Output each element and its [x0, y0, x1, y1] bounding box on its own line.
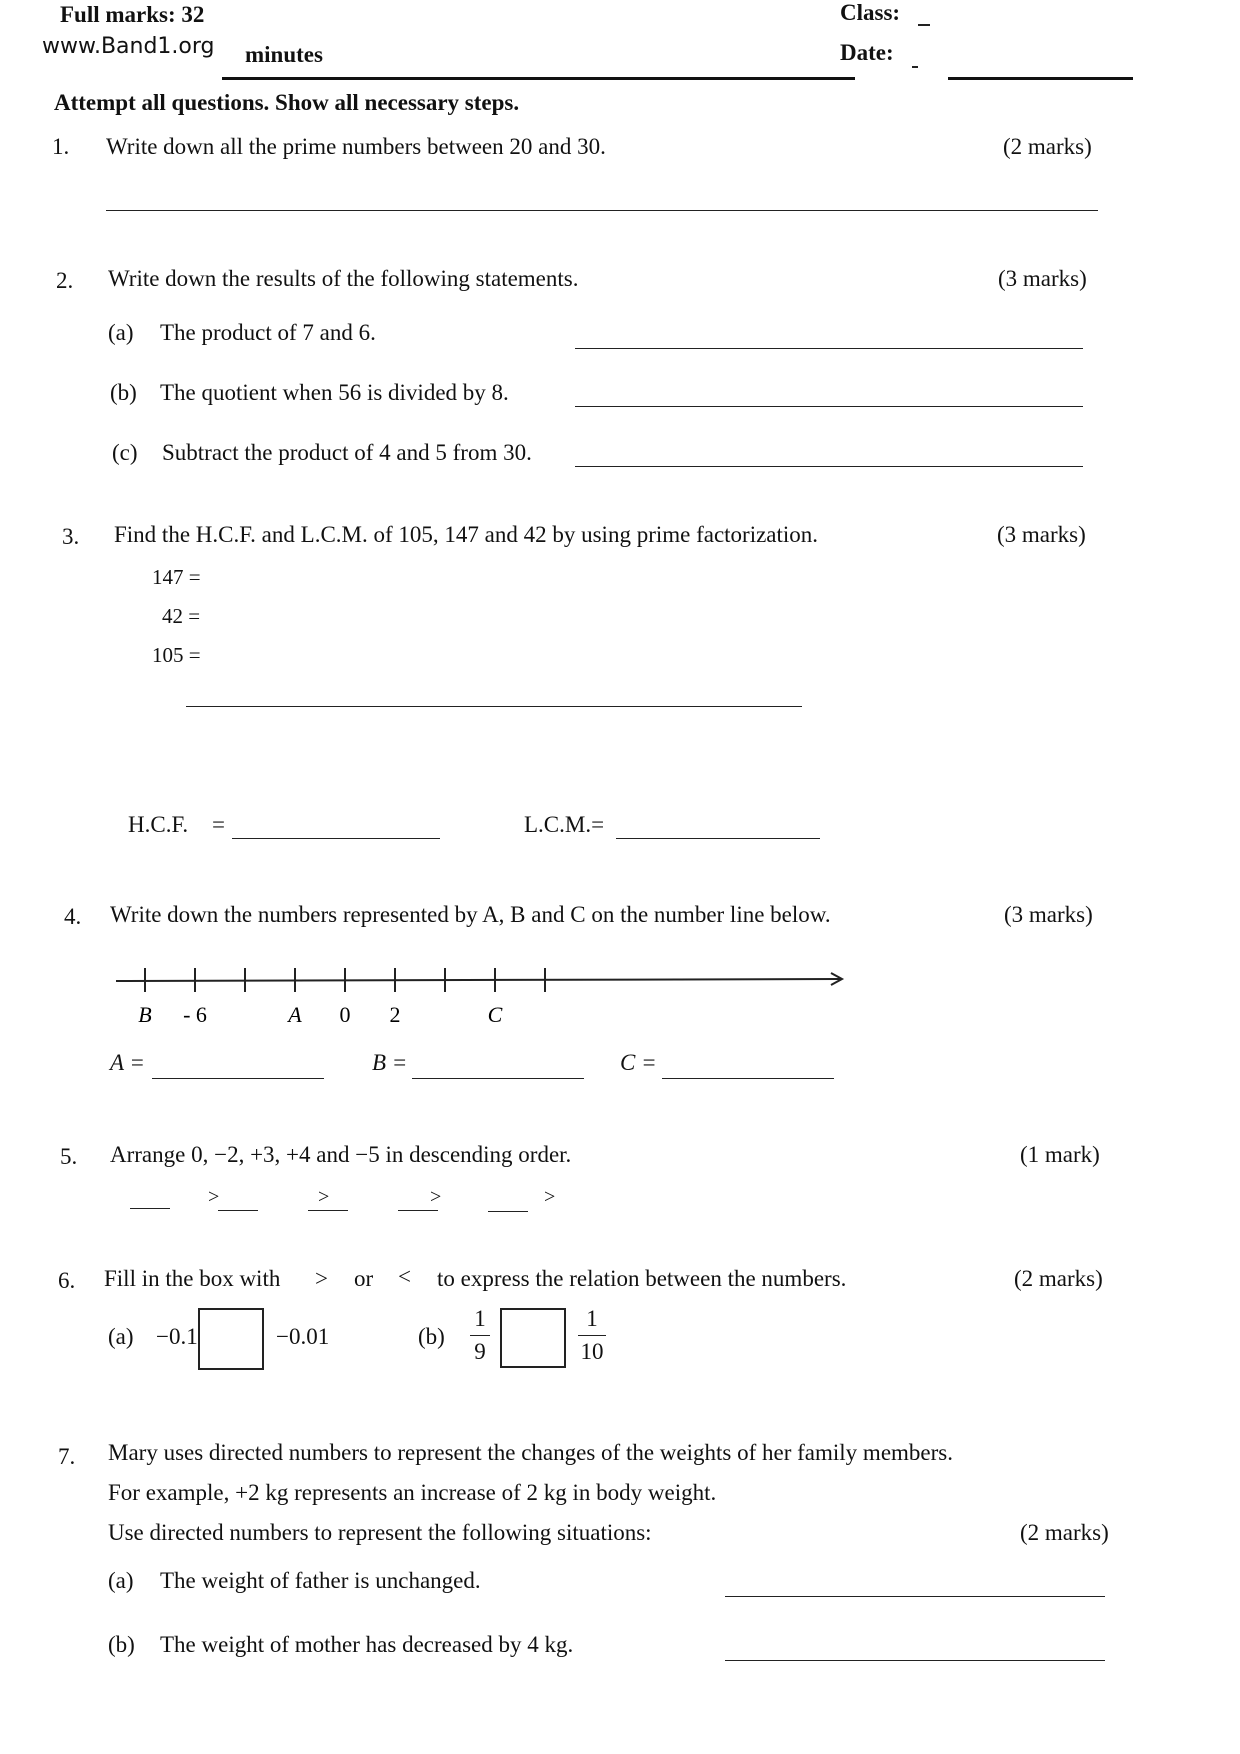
q3-number: 3. [62, 524, 80, 549]
order-blank-4[interactable] [398, 1210, 438, 1211]
q6b-answer-box[interactable] [500, 1308, 566, 1368]
q1-number: 1. [52, 134, 70, 159]
hcf-equals: = [212, 812, 225, 837]
q7b-text: The weight of mother has decreased by 4 kg. [160, 1632, 574, 1657]
q6-number: 6. [58, 1268, 76, 1293]
q5-text: Arrange 0, −2, +3, +4 and −5 in descending order. [110, 1142, 572, 1167]
watermark: www.Band1.org [38, 34, 219, 59]
q6b-right-fraction [578, 1306, 606, 1365]
q2-number: 2. [56, 268, 74, 293]
class-label: Class: [840, 0, 901, 25]
q2a-text: The product of 7 and 6. [160, 320, 376, 345]
q6-text-before: Fill in the box with [104, 1266, 281, 1291]
gt-sign-3: > [430, 1186, 442, 1208]
q4-text: Write down the numbers represented by A, B and C on the number line below. [110, 902, 831, 927]
header-divider-right [948, 77, 1133, 80]
instructions: Attempt all questions. Show all necessary steps. [54, 90, 520, 115]
order-blank-5[interactable] [488, 1211, 528, 1212]
q2-text: Write down the results of the following statements. [108, 266, 579, 291]
answer-a-line[interactable] [152, 1078, 324, 1079]
q3-working-line[interactable] [186, 706, 802, 707]
q7-example: For example, +2 kg represents an increase of 2 kg in body weight. [108, 1480, 717, 1505]
hcf-label: H.C.F. [128, 812, 189, 837]
q7-number: 7. [58, 1444, 76, 1469]
q2c-answer-line[interactable] [575, 466, 1083, 467]
number-line-label: A [288, 1002, 302, 1027]
q2b-text: The quotient when 56 is divided by 8. [160, 380, 509, 405]
q6-text-after: to express the relation between the numbers. [437, 1266, 847, 1291]
q4-number: 4. [64, 904, 82, 929]
date-field[interactable] [912, 66, 918, 68]
number-line-label: 0 [339, 1002, 351, 1027]
q4-marks: (3 marks) [1004, 902, 1093, 927]
date-label: Date: [840, 40, 894, 65]
q2b-label: (b) [110, 380, 137, 405]
header-divider [222, 77, 855, 80]
order-blank-1[interactable] [130, 1208, 170, 1209]
hcf-answer-line[interactable] [232, 838, 440, 839]
q5-marks: (1 mark) [1020, 1142, 1100, 1167]
number-line-label: 2 [389, 1002, 401, 1027]
q6b-left-fraction [470, 1306, 490, 1365]
q7-instruction: Use directed numbers to represent the following situations: [108, 1520, 652, 1545]
lcm-label: L.C.M.= [524, 812, 605, 837]
q7-text: Mary uses directed numbers to represent the changes of the weights of her family members. [108, 1440, 953, 1465]
number-line-axis [116, 979, 840, 981]
fraction-bar [578, 1335, 606, 1336]
q1-marks: (2 marks) [1003, 134, 1092, 159]
q5-number: 5. [60, 1144, 78, 1169]
q6-or: or [354, 1266, 374, 1291]
order-blank-3[interactable] [308, 1210, 348, 1211]
q2a-answer-line[interactable] [575, 348, 1083, 349]
q6a-right-value: −0.01 [276, 1324, 330, 1349]
q2c-text: Subtract the product of 4 and 5 from 30. [162, 440, 532, 465]
time-allowed: minutes [245, 42, 323, 67]
gt-sign-4: > [544, 1186, 556, 1208]
q7b-label: (b) [108, 1632, 135, 1657]
q2a-label: (a) [108, 320, 134, 345]
q6b-right-numerator: 1 [586, 1306, 598, 1331]
fraction-bar [470, 1335, 490, 1336]
lcm-answer-line[interactable] [616, 838, 820, 839]
class-field[interactable] [918, 24, 930, 26]
q6a-left-value: −0.1 [156, 1324, 198, 1349]
number-line [100, 950, 860, 1040]
q3-line-42: 42 = [162, 604, 201, 628]
gt-sign-2: > [318, 1186, 330, 1208]
q6b-label: (b) [418, 1324, 445, 1349]
q7a-label: (a) [108, 1568, 134, 1593]
q2-marks: (3 marks) [998, 266, 1087, 291]
q7-marks: (2 marks) [1020, 1520, 1109, 1545]
q7a-answer-line[interactable] [725, 1596, 1105, 1597]
q3-line-105: 105 = [152, 643, 201, 667]
number-line-label: - 6 [183, 1002, 207, 1027]
q6a-answer-box[interactable] [198, 1308, 264, 1370]
answer-b-label: B = [372, 1050, 408, 1075]
full-marks: Full marks: 32 [60, 2, 205, 27]
answer-b-line[interactable] [412, 1078, 584, 1079]
q1-text: Write down all the prime numbers between 20 and 30. [106, 134, 606, 159]
q3-marks: (3 marks) [997, 522, 1086, 547]
q6b-right-denominator: 10 [580, 1339, 604, 1364]
q3-line-147: 147 = [152, 565, 201, 589]
q1-answer-line[interactable] [106, 210, 1098, 211]
q2c-label: (c) [112, 440, 138, 465]
q7b-answer-line[interactable] [725, 1660, 1105, 1661]
q7a-text: The weight of father is unchanged. [160, 1568, 481, 1593]
q3-text: Find the H.C.F. and L.C.M. of 105, 147 and 42 by using prime factorization. [114, 522, 819, 547]
answer-c-line[interactable] [662, 1078, 834, 1079]
number-line-label: C [487, 1002, 503, 1027]
answer-c-label: C = [620, 1050, 657, 1075]
q6b-left-numerator: 1 [474, 1306, 486, 1331]
gt-sign-1: > [208, 1186, 220, 1208]
q6-lt: < [398, 1264, 411, 1289]
q6b-left-denominator: 9 [474, 1339, 486, 1364]
order-blank-2[interactable] [218, 1210, 258, 1211]
q6-gt: > [315, 1266, 328, 1291]
q6a-label: (a) [108, 1324, 134, 1349]
answer-a-label: A = [110, 1050, 145, 1075]
number-line-label: B [138, 1002, 152, 1027]
q6-marks: (2 marks) [1014, 1266, 1103, 1291]
q2b-answer-line[interactable] [575, 406, 1083, 407]
